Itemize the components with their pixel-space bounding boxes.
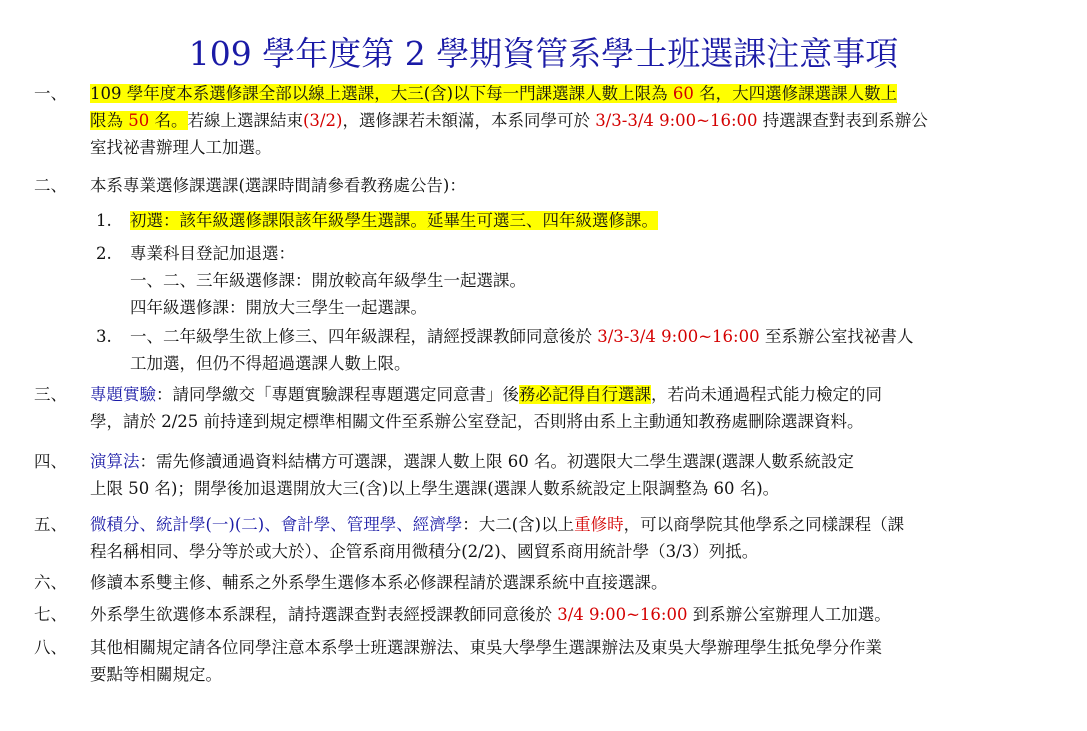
text-line	[130, 350, 1056, 377]
text-segment: 四年級選修課：開放大三學生一起選課。	[130, 298, 427, 317]
subitem-1	[96, 207, 1056, 234]
text-segment: ，選修課若未額滿，本系同學可於	[342, 111, 596, 130]
notice-item-2	[34, 172, 1054, 199]
item-body	[90, 172, 1054, 199]
text-segment: 室找祕書辦理人工加選。	[90, 138, 272, 157]
item-number: 四、	[34, 452, 67, 471]
text-segment: 至系辦公室找祕書人	[759, 327, 914, 346]
notice-item-5	[34, 511, 1054, 565]
text-line	[90, 80, 1054, 107]
text-segment: 60	[672, 84, 694, 103]
notice-item-3	[34, 381, 1054, 435]
text-segment: 務必記得自行選課	[519, 385, 651, 404]
text-segment: 3/3-3/4 9:00~16:00	[595, 111, 758, 130]
text-segment: ：大二(含)以上	[462, 515, 575, 534]
text-line	[90, 408, 1054, 435]
subitem-number: 3.	[96, 327, 112, 346]
text-segment: 專業科目登記加退選：	[130, 244, 295, 263]
text-segment: 若線上選課結束	[187, 111, 303, 130]
text-segment: 程名稱相同、學分等於或大於）、企管系商用微積分(2/2)、國貿系商用統計學（3/3）列抵。	[90, 542, 759, 561]
text-segment: ：請同學繳交「專題實驗課程專題選定同意書」後	[156, 385, 519, 404]
item-number: 五、	[34, 515, 67, 534]
item-number: 二、	[34, 176, 67, 195]
text-line	[90, 634, 1054, 661]
subitem-number: 2.	[96, 244, 112, 263]
subitem-body	[130, 207, 1056, 234]
text-line	[90, 661, 1054, 688]
text-segment: 3/4 9:00~16:00	[557, 605, 688, 624]
notice-item-7	[34, 601, 1054, 628]
text-segment: 外系學生欲選修本系課程，請持選課查對表經授課教師同意後於	[90, 605, 558, 624]
text-segment: 演算法	[90, 452, 140, 471]
item-number: 一、	[34, 84, 67, 103]
text-line	[130, 267, 1056, 294]
item-body	[90, 634, 1054, 688]
text-segment: ：需先修讀通過資料結構方可選課，選課人數上限 60 名。初選限大二學生選課(選課人數系統設定	[139, 452, 854, 471]
item-number: 八、	[34, 638, 67, 657]
text-line	[90, 381, 1054, 408]
text-segment: 一、二、三年級選修課：開放較高年級學生一起選課。	[130, 271, 526, 290]
text-segment: 到系辦公室辦理人工加選。	[687, 605, 891, 624]
notice-item-6	[34, 569, 1054, 596]
page-title: 109 學年度第 2 學期資管系學士班選課注意事項	[188, 34, 899, 73]
notice-item-4	[34, 448, 1054, 502]
text-segment: 109 學年度本系選修課全部以線上選課，大三(含)以下每一門課選課人數上限為	[90, 84, 673, 103]
text-line	[90, 475, 1054, 502]
notice-item-1	[34, 80, 1054, 161]
text-line	[90, 134, 1054, 161]
item-body	[90, 80, 1054, 161]
text-line	[90, 511, 1054, 538]
text-segment: (3/2)	[303, 111, 343, 130]
text-segment: 上限 50 名)；開學後加退選開放大三(含)以上學生選課(選課人數系統設定上限調整為 60 名)。	[90, 479, 780, 498]
text-segment: 3/3-3/4 9:00~16:00	[597, 327, 760, 346]
text-segment: ，若尚未通過程式能力檢定的同	[651, 385, 882, 404]
text-segment: 要點等相關規定。	[90, 665, 222, 684]
text-segment: 名，大四選修課選課人數上	[693, 84, 898, 103]
text-line	[130, 207, 1056, 234]
text-line	[90, 448, 1054, 475]
text-line	[90, 569, 1054, 596]
text-segment: 本系專業選修課選課(選課時間請參看教務處公告)：	[90, 176, 466, 195]
text-segment: 初選：該年級選修課限該年級學生選課。延畢生可選三、四年級選修課。	[130, 211, 658, 230]
text-segment: ，可以商學院其他學系之同樣課程（課	[623, 515, 905, 534]
text-line	[90, 107, 1054, 134]
text-segment: 持選課查對表到系辦公	[757, 111, 928, 130]
text-segment: 一、二年級學生欲上修三、四年級課程，請經授課教師同意後於	[130, 327, 598, 346]
item-body	[90, 569, 1054, 596]
item-body	[90, 601, 1054, 628]
text-segment: 工加選，但仍不得超過選課人數上限。	[130, 354, 411, 373]
text-segment: 重修時	[574, 515, 624, 534]
text-line	[130, 294, 1056, 321]
text-line	[90, 172, 1054, 199]
item-body	[90, 448, 1054, 502]
subitem-body	[130, 323, 1056, 377]
text-line	[90, 601, 1054, 628]
item-number: 六、	[34, 573, 67, 592]
item-number: 七、	[34, 605, 67, 624]
text-segment: 修讀本系雙主修、輔系之外系學生選修本系必修課程請於選課系統中直接選課。	[90, 573, 668, 592]
notice-item-8	[34, 634, 1054, 688]
text-line	[90, 538, 1054, 565]
text-segment: 學，請於 2/25 前持達到規定標準相關文件至系辦公室登記，否則將由系上主動通知教務處刪除選課資料。	[90, 412, 864, 431]
text-segment: 專題實驗	[90, 385, 156, 404]
text-segment: 50	[128, 111, 150, 130]
subitem-2	[96, 240, 1056, 321]
text-segment: 名。	[149, 111, 188, 130]
text-line	[130, 323, 1056, 350]
text-segment: 微積分、統計學(一)(二)、會計學、管理學、經濟學	[90, 515, 463, 534]
item-number: 三、	[34, 385, 67, 404]
item-body	[90, 381, 1054, 435]
item-body	[90, 511, 1054, 565]
subitem-3	[96, 323, 1056, 377]
text-line	[130, 240, 1056, 267]
text-segment: 限為	[90, 111, 129, 130]
subitem-body	[130, 240, 1056, 321]
text-segment: 其他相關規定請各位同學注意本系學士班選課辦法、東吳大學學生選課辦法及東吳大學辦理學生抵免學分作業	[90, 638, 882, 657]
subitem-number: 1.	[96, 211, 112, 230]
